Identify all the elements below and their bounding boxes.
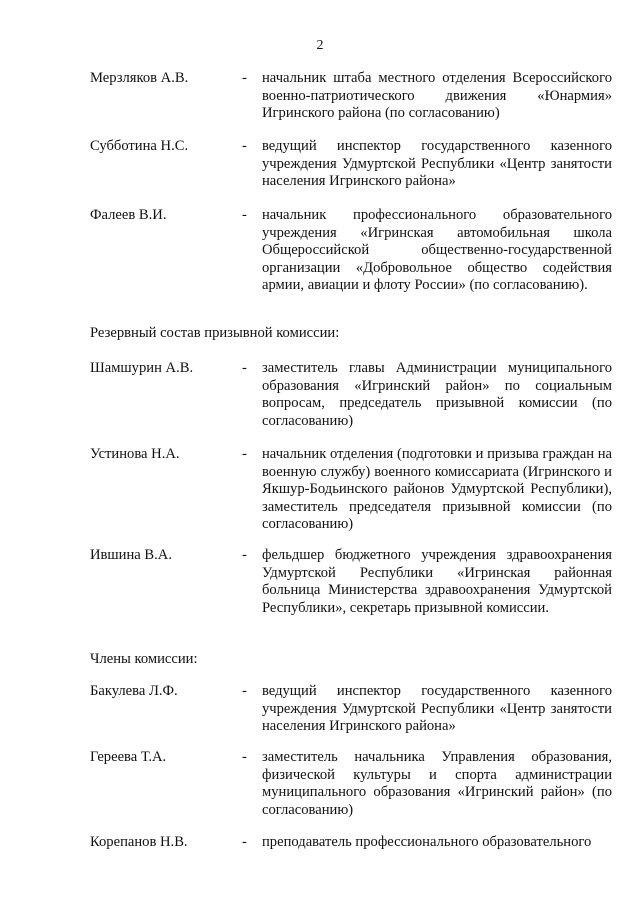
person-role: заместитель начальника Управления образования, физической культуры и спорта администрации муниципального образования «Игринский район» (по согласованию): [262, 749, 612, 818]
dash-separator: -: [242, 138, 247, 154]
person-name: Шамшурин А.В.: [90, 360, 194, 376]
person-role: преподаватель профессионального образовательного: [262, 834, 592, 850]
section-heading-reserve: Резервный состав призывной комиссии:: [90, 325, 340, 341]
dash-separator: -: [242, 207, 247, 223]
person-name: Бакулева Л.Ф.: [90, 683, 178, 699]
person-role: начальник штаба местного отделения Всероссийского военно-патриотического движения «Юнармия» Игринского района (по согласованию): [262, 70, 612, 122]
person-name: Гереева Т.А.: [90, 749, 167, 765]
person-role: начальник профессионального образовательного учреждения «Игринская автомобильная школа Общероссийской общественно-государственной организации «Добровольное общество содействия армии, авиации и флоту России» (по согласованию).: [262, 207, 612, 294]
person-role: ведущий инспектор государственного казенного учреждения Удмуртской Республики «Центр занятости населения Игринского района»: [262, 138, 612, 190]
person-name: Ившина В.А.: [90, 547, 172, 563]
section-heading-members: Члены комиссии:: [90, 651, 198, 667]
person-role: ведущий инспектор государственного казенного учреждения Удмуртской Республики «Центр занятости населения Игринского района»: [262, 683, 612, 735]
dash-separator: -: [242, 834, 247, 850]
person-name: Фалеев В.И.: [90, 207, 167, 223]
person-name: Мерзляков А.В.: [90, 70, 189, 86]
person-role: начальник отделения (подготовки и призыва граждан на военную службу) военного комиссариата (Игринского и Якшур-Бодьинского районов Удмуртской Республики), заместитель председателя призывной комиссии (по согласованию): [262, 446, 612, 533]
page-number: 2: [316, 38, 324, 53]
person-role: фельдшер бюджетного учреждения здравоохранения Удмуртской Республики «Игринская районная больница Министерства здравоохранения Удмуртской Республики», секретарь призывной комиссии.: [262, 547, 612, 616]
dash-separator: -: [242, 683, 247, 699]
dash-separator: -: [242, 360, 247, 376]
person-name: Корепанов Н.В.: [90, 834, 188, 850]
dash-separator: -: [242, 749, 247, 765]
person-name: Устинова Н.А.: [90, 446, 180, 462]
dash-separator: -: [242, 547, 247, 563]
person-name: Субботина Н.С.: [90, 138, 189, 154]
person-role: заместитель главы Администрации муниципального образования «Игринский район» по социальным вопросам, председатель призывной комиссии (по согласованию): [262, 360, 612, 429]
dash-separator: -: [242, 446, 247, 462]
dash-separator: -: [242, 70, 247, 86]
